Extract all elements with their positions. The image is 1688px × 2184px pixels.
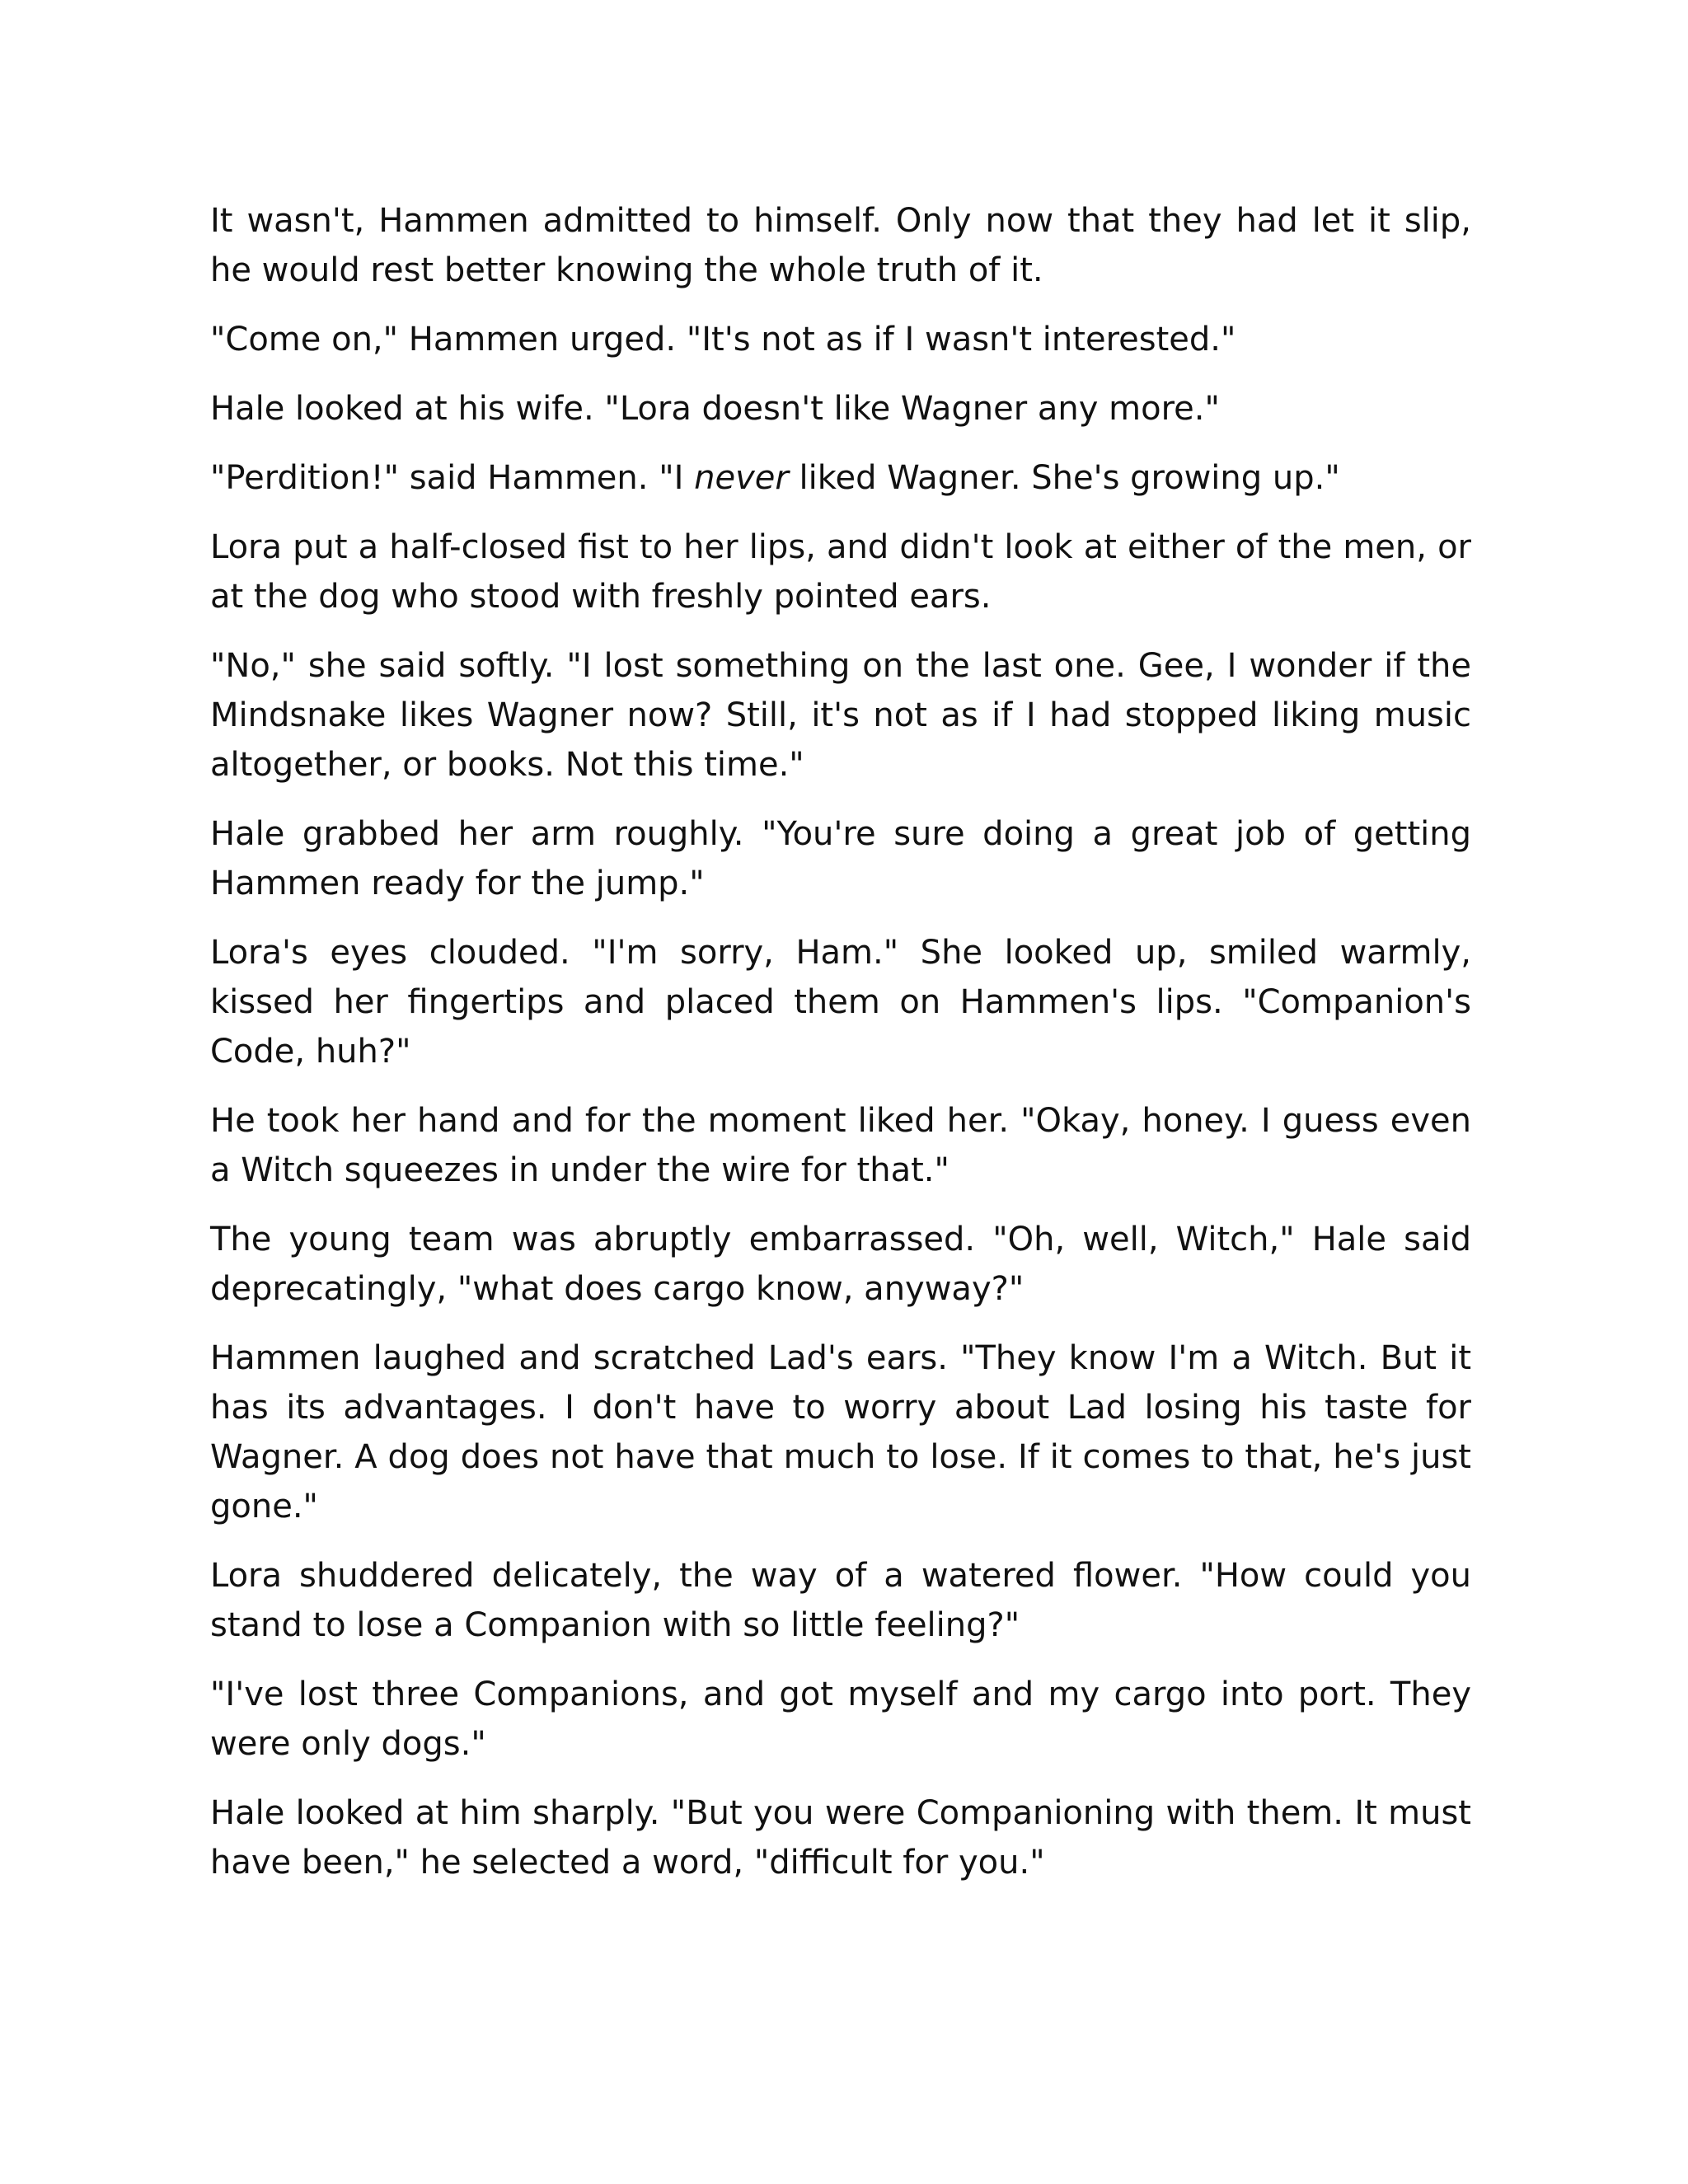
paragraph: "No," she said softly. "I lost something on the last one. Gee, I wonder if the Mindsnake likes Wagner now? Still, it's not as if I had stopped liking music altogether, or books. Not this time." xyxy=(210,647,1471,784)
paragraph: Lora shuddered delicately, the way of a watered flower. "How could you stand to lose a Companion with so little feeling?" xyxy=(210,1557,1471,1644)
paragraph: Hale looked at him sharply. "But you were Companioning with them. It must have been," he selected a word, "difficult for you." xyxy=(210,1794,1471,1882)
paragraph: The young team was abruptly embarrassed. "Oh, well, Witch," Hale said deprecatingly, "what does cargo know, anyway?" xyxy=(210,1221,1471,1308)
paragraph: Hammen laughed and scratched Lad's ears. "They know I'm a Witch. But it has its advantages. I don't have to worry about Lad losing his taste for Wagner. A dog does not have that much to lose. If it comes to that, he's just gone." xyxy=(210,1339,1471,1526)
paragraph: He took her hand and for the moment liked her. "Okay, honey. I guess even a Witch squeezes in under the wire for that." xyxy=(210,1102,1471,1189)
paragraph-text: liked Wagner. She's growing up." xyxy=(788,459,1340,497)
paragraph: Lora's eyes clouded. "I'm sorry, Ham." She looked up, smiled warmly, kissed her fingertips and placed them on Hammen's lips. "Companion's Code, huh?" xyxy=(210,934,1471,1071)
paragraph: Hale grabbed her arm roughly. "You're sure doing a great job of getting Hammen ready for the jump." xyxy=(210,815,1471,902)
paragraph: "Come on," Hammen urged. "It's not as if I wasn't interested." xyxy=(210,321,1236,359)
paragraph-text: "Perdition!" said Hammen. "I xyxy=(210,459,695,497)
story-text xyxy=(210,196,1471,1907)
emphasis-text: never xyxy=(694,459,789,497)
paragraph xyxy=(210,453,1471,503)
paragraph: It wasn't, Hammen admitted to himself. Only now that they had let it slip, he would rest better knowing the whole truth of it. xyxy=(210,202,1471,289)
paragraph: Lora put a half-closed fist to her lips, and didn't look at either of the men, or at the dog who stood with freshly pointed ears. xyxy=(210,528,1471,616)
paragraph: "I've lost three Companions, and got myself and my cargo into port. They were only dogs." xyxy=(210,1675,1471,1763)
paragraph: Hale looked at his wife. "Lora doesn't like Wagner any more." xyxy=(210,390,1220,428)
